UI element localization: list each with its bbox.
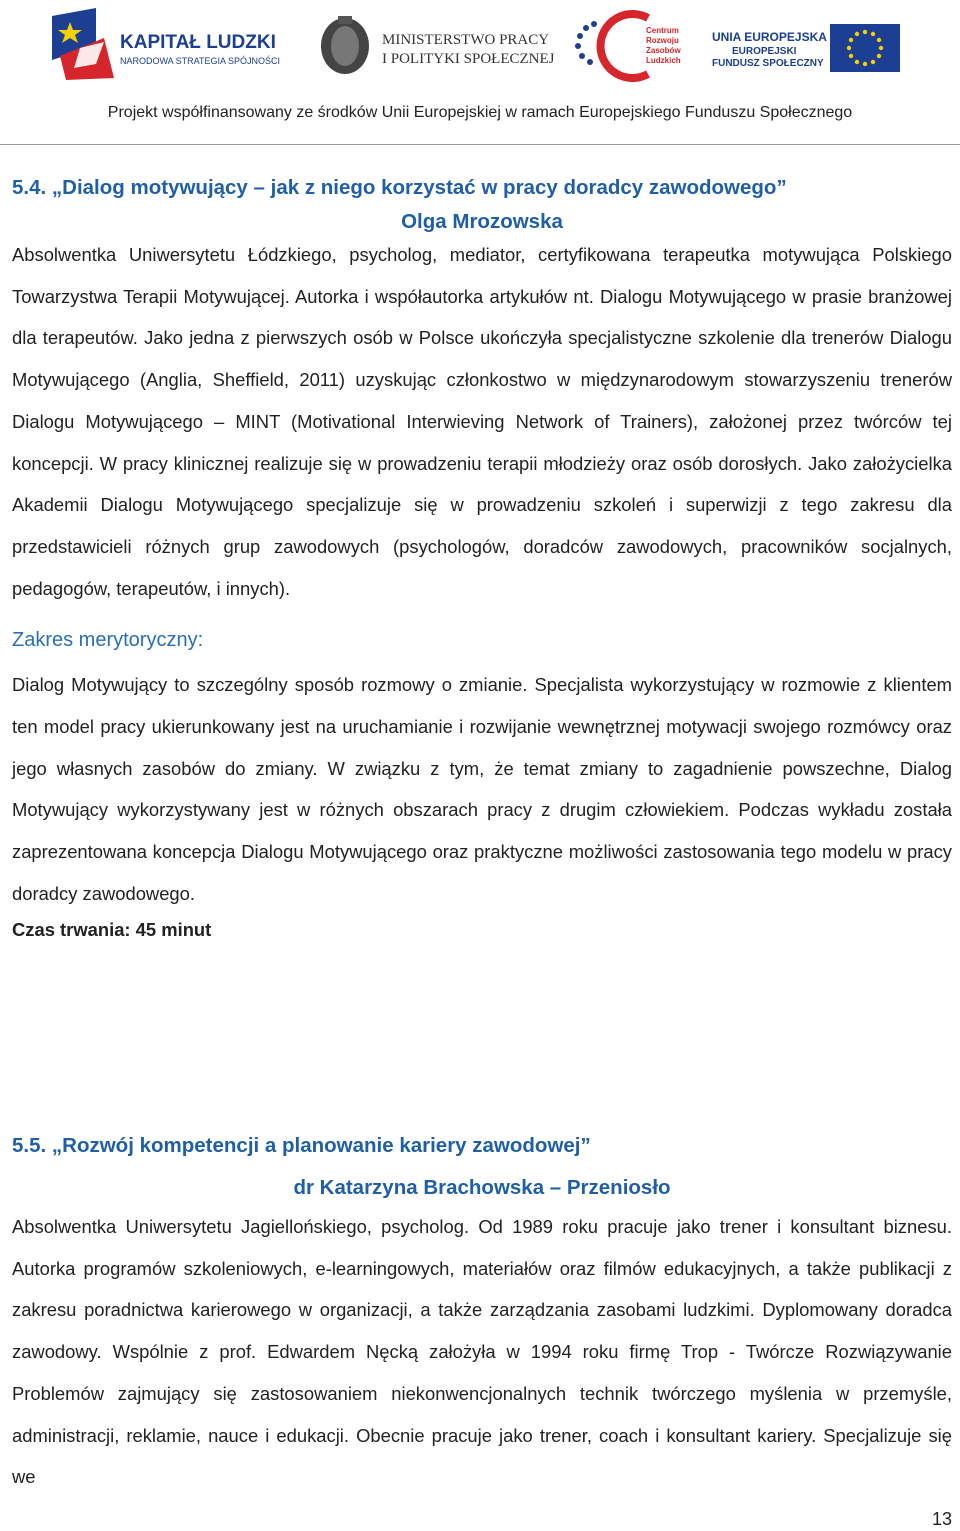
author-bio: Absolwentka Uniwersytetu Łódzkiego, psycholog, mediator, certyfikowana terapeutka motywująca Polskiego Towarzystwa Terapii Motywującej. Autorka i współautorka artykułów nt. Dialogu Motywującego w prasie branżowej dla terapeutów. Jako jedna z pierwszych osób w Polsce ukończyła specjalistyczne szkolenie dla trenerów Dialogu Motywującego (Anglia, Sheffield, 2011) uzyskując członkostwo w międzynarodowym stowarzyszeniu trenerów Dialogu Motywującego – MINT (Motivational Interwieving Network of Trainers), założonej przez twórców tej koncepcji. W pracy klinicznej realizuje się w prowadzeniu terapii młodzieży oraz osób dorosłych. Jako założycielka Akademii Dialogu Motywującego specjalizuje się w prowadzeniu szkoleń i superwizji z tego zakresu dla przedstawicieli różnych grup zawodowych (psychologów, doradców zawodowych, pracowników socjalnych, pedagogów, terapeutów, i innych). <box>12 244 952 599</box>
section-5-5 <box>12 1132 952 1498</box>
kapital-ludzki-logo <box>52 6 302 82</box>
author-name: dr Katarzyna Brachowska – Przeniosło <box>293 1176 671 1199</box>
ue-line1: UNIA EUROPEJSKA <box>712 30 827 44</box>
centrum-line1: Centrum <box>646 26 679 35</box>
page-number: 13 <box>931 1509 952 1529</box>
section-title: „Dialog motywujący – jak z niego korzystać w pracy doradcy zawodowego” <box>51 176 787 199</box>
section-heading <box>12 1132 952 1160</box>
centrum-logo <box>570 6 700 82</box>
section-title: „Rozwój kompetencji a planowanie kariery zawodowej” <box>51 1134 591 1157</box>
kapital-ludzki-title: KAPITAŁ LUDZKI <box>120 32 276 53</box>
ministerstwo-line2: I POLITYKI SPOŁECZNEJ <box>382 51 555 67</box>
eagle-emblem-icon <box>318 12 372 78</box>
ministerstwo-line1: MINISTERSTWO PRACY <box>382 32 550 48</box>
ue-line3: FUNDUSZ SPOŁECZNY <box>712 58 824 69</box>
section-number: 5.5. <box>12 1134 47 1157</box>
ministerstwo-logo <box>318 6 555 82</box>
centrum-line3: Zasobów <box>646 46 681 55</box>
ue-logo <box>712 6 892 82</box>
author-bio: Absolwentka Uniwersytetu Jagiellońskiego, psycholog. Od 1989 roku pracuje jako trener i konsultant biznesu. Autorka programów szkoleniowych, e-learningowych, materiałów oraz filmów edukacyjnych, a także publikacji z zakresu poradnictwa karierowego w organizacji, a także zarządzania zasobami ludzkimi. Dyplomowany doradca zawodowy. Wspólnie z prof. Edwardem Nęcką założyła w 1994 roku firmę Trop - Twórcze Rozwiązywanie Problemów zajmujący się zastosowaniem niekonwencjonalnych technik twórczego myślenia w przemyśle, administracji, reklamie, nauce i edukacji. Obecnie pracuje jako trener, coach i konsultant kariery. Specjalizuje się we <box>12 1216 952 1488</box>
scope-text: Dialog Motywujący to szczególny sposób rozmowy o zmianie. Specjalista wykorzystujący w rozmowie z klientem ten model pracy ukierunkowany jest na uruchamianie i rozwijanie wewnętrznej motywacji swojego rozmówcy oraz jego własnych zasobów do zmiany. W związku z tym, że temat zmiany to zagadnienie powszechne, Dialog Motywujący wykorzystywany jest w różnych obszarach pracy z drugim człowiekiem. Podczas wykładu została zaprezentowana koncepcja Dialogu Motywującego oraz praktyczne możliwości zastosowania tego modelu w pracy doradcy zawodowego. <box>12 674 952 904</box>
logo-bar <box>0 6 960 82</box>
section-heading <box>12 174 952 202</box>
duration: Czas trwania: 45 minut <box>12 918 212 940</box>
section-5-4 <box>12 174 952 945</box>
author-name: Olga Mrozowska <box>401 210 563 233</box>
scope-label: Zakres merytoryczny: <box>12 629 204 652</box>
kapital-ludzki-emblem-icon <box>52 8 114 80</box>
eu-flag-icon <box>830 24 900 72</box>
funding-statement: Projekt współfinansowany ze środków Unii Europejskiej w ramach Europejskiego Funduszu Społecznego <box>107 104 853 121</box>
centrum-line2: Rozwoju <box>646 36 679 45</box>
kapital-ludzki-subtitle: NARODOWA STRATEGIA SPÓJNOŚCI <box>120 56 281 66</box>
section-number: 5.4. <box>12 176 47 199</box>
ue-line2: EUROPEJSKI <box>732 46 797 57</box>
page-header <box>0 0 960 145</box>
centrum-line4: Ludzkich <box>646 56 681 65</box>
header-divider <box>0 144 960 145</box>
